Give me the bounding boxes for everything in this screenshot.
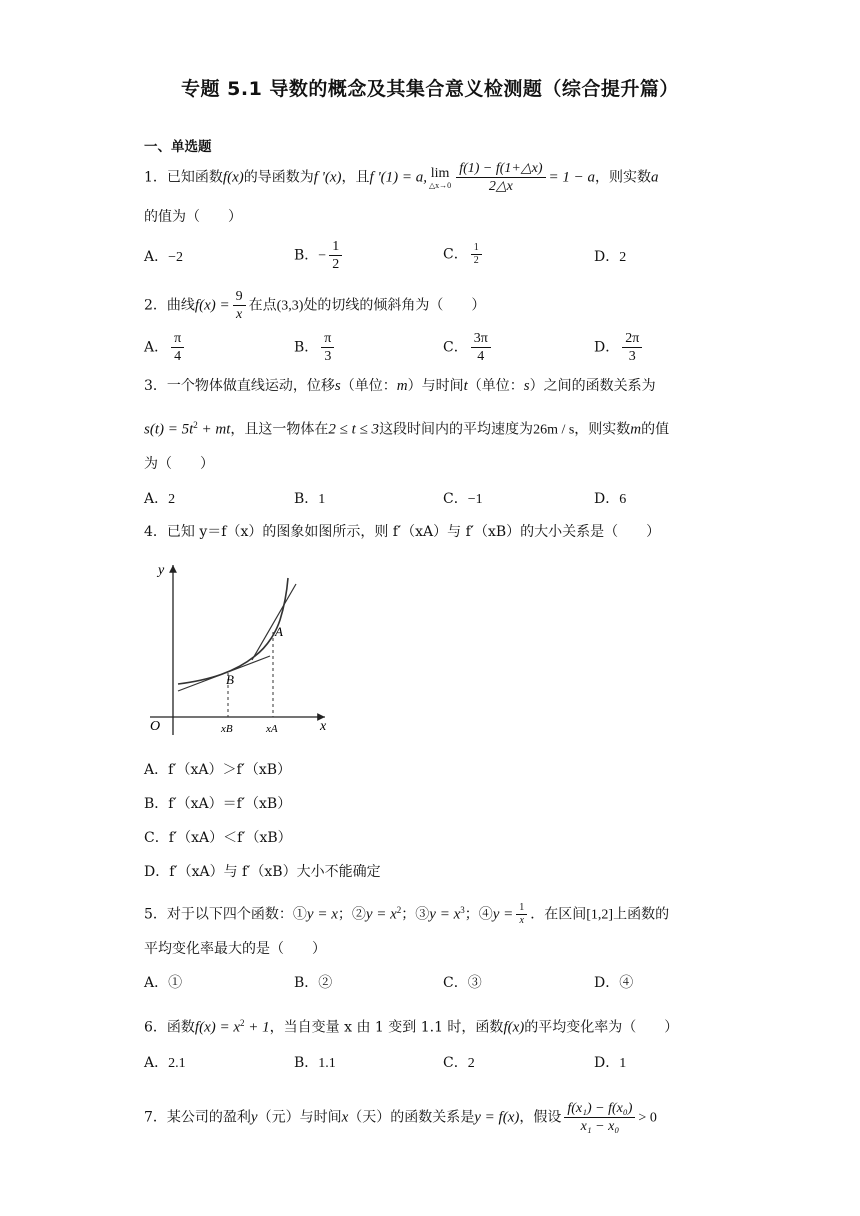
q1-option-b-frac xyxy=(329,238,342,273)
q3-text-2: （单位： xyxy=(340,378,397,394)
q5-func-4-frac xyxy=(516,902,527,927)
q3-option-a[interactable] xyxy=(144,489,175,510)
q1-option-b-sign: − xyxy=(318,248,327,264)
q7-text-4: ，假设 xyxy=(519,1109,562,1126)
question-7-stem xyxy=(144,1100,657,1135)
q5-option-a-label: A． xyxy=(144,975,169,991)
q7-text-1: 7．某公司的盈利 xyxy=(144,1109,251,1126)
q6-option-a-value: 2.1 xyxy=(168,1056,186,1071)
q6-option-b-label: B． xyxy=(294,1055,319,1071)
q5-option-a-value: ① xyxy=(168,975,183,991)
q6-option-d-label: D． xyxy=(594,1055,620,1071)
q3-speed: 26m / s xyxy=(533,422,575,438)
q2-option-a-frac xyxy=(171,330,184,365)
point-a-label: A xyxy=(275,624,283,639)
q1-option-b-label: B． xyxy=(294,247,319,264)
q5-func-2-sup: 2 xyxy=(396,905,402,915)
q6-option-c-label: C． xyxy=(443,1055,468,1071)
q5-func-3-sup: 3 xyxy=(460,905,465,915)
q3-func: s(t) = 5t xyxy=(144,421,194,438)
q5-option-c[interactable] xyxy=(443,973,482,993)
q4-option-d[interactable]: D．f′（xA）与 f′（xB）大小不能确定 xyxy=(144,864,381,880)
q2-option-d-den: 3 xyxy=(628,349,636,364)
q1-rhs: = 1 − a xyxy=(548,169,595,186)
q5-option-b-value: ② xyxy=(318,975,333,991)
q5-option-d-label: D． xyxy=(594,975,620,991)
q2-option-b[interactable] xyxy=(294,330,337,365)
q7-den: x₁ − x₀ xyxy=(580,1119,620,1134)
q7-func: y = f(x) xyxy=(474,1109,520,1126)
q7-num: f(x₁) − f(x₀) xyxy=(564,1100,635,1118)
q3-func-rest: + mt xyxy=(197,421,231,438)
q5-func-4-den: x xyxy=(519,915,524,927)
q3-option-d[interactable] xyxy=(594,489,626,510)
q6-func-rest: + 1 xyxy=(244,1019,270,1036)
q4-option-b[interactable]: B．f′（xA）＝f′（xB） xyxy=(144,796,292,812)
q5-func-1: y = x xyxy=(306,906,338,923)
q1-text-2: 的导函数为 xyxy=(243,169,314,186)
question-1-line-2: 的值为（ ） xyxy=(144,209,242,225)
q2-point: (3,3) xyxy=(276,298,304,314)
q1-option-c-num: 1 xyxy=(471,242,482,255)
q6-text-2: ，当自变量 x 由 1 变到 1.1 时，函数 xyxy=(269,1019,504,1036)
q5-option-b-label: B． xyxy=(294,975,319,991)
q2-option-c-den: 4 xyxy=(477,349,485,364)
page-title: 专题 5.1 导数的概念及其集合意义检测题（综合提升篇） xyxy=(181,78,679,100)
q3-option-c-value: −1 xyxy=(467,492,483,507)
q2-option-b-den: 3 xyxy=(324,349,332,364)
q5-text-2: ；② xyxy=(337,906,366,923)
q5-option-c-label: C． xyxy=(443,975,468,991)
xa-label: xA xyxy=(266,723,278,735)
q6-option-a[interactable] xyxy=(144,1053,186,1074)
q2-num: 9 xyxy=(233,288,246,306)
q2-option-a[interactable] xyxy=(144,330,187,365)
question-6-stem xyxy=(144,1013,678,1038)
tangent-at-a xyxy=(252,584,296,660)
q5-text-3: ；③ xyxy=(401,906,430,923)
q2-option-a-den: 4 xyxy=(174,349,182,364)
q3-option-a-value: 2 xyxy=(168,492,176,507)
q5-option-a[interactable] xyxy=(144,973,182,993)
q1-option-d-label: D． xyxy=(594,249,620,265)
q3-text-8: ，则实数 xyxy=(574,421,631,438)
q4-option-a[interactable]: A．f′（xA）＞f′（xB） xyxy=(144,762,292,778)
q3-option-c-label: C． xyxy=(443,491,468,507)
q3-option-c[interactable] xyxy=(443,489,483,510)
q6-f: f(x) xyxy=(503,1019,525,1036)
q7-rhs: > 0 xyxy=(638,1110,657,1126)
question-1-stem xyxy=(144,160,659,195)
q1-option-a-label: A． xyxy=(144,249,169,265)
q1-var: a xyxy=(651,169,659,186)
q1-option-a-value: −2 xyxy=(168,250,184,265)
question-3-line-3: 为（ ） xyxy=(144,456,214,472)
q6-option-b-value: 1.1 xyxy=(318,1056,336,1071)
q1-text-4: ，则实数 xyxy=(595,169,651,186)
q5-option-b[interactable] xyxy=(294,973,332,993)
q1-condition: f '(1) = a, xyxy=(369,169,428,186)
q5-text-4: ；④ xyxy=(464,906,493,923)
q2-option-c-num: 3π xyxy=(471,330,491,348)
q6-option-d-value: 1 xyxy=(619,1056,627,1071)
function-graph-figure xyxy=(140,560,340,740)
q3-range: 2 ≤ t ≤ 3 xyxy=(328,421,380,438)
q6-option-a-label: A． xyxy=(144,1055,169,1071)
function-curve xyxy=(178,578,288,684)
q5-func-3: y = x xyxy=(429,906,461,923)
q7-text-3: （天）的函数关系是 xyxy=(348,1109,475,1126)
q6-func-sup: 2 xyxy=(240,1018,245,1028)
q2-option-c-label: C． xyxy=(443,339,468,356)
q7-x: x xyxy=(341,1109,349,1126)
point-b-label: B xyxy=(226,672,234,687)
q2-option-c[interactable] xyxy=(443,330,494,365)
q1-text-1: 1．已知函数 xyxy=(144,169,223,186)
q1-option-c-label: C． xyxy=(443,246,468,263)
q1-option-a[interactable] xyxy=(144,247,183,268)
q5-text-5: ．在区间 xyxy=(530,906,587,923)
q2-text-2: 在点 xyxy=(248,297,277,314)
q1-fraction xyxy=(456,160,545,195)
q3-option-b-value: 1 xyxy=(318,492,326,507)
question-3-line-1 xyxy=(144,376,656,396)
q6-text-1: 6．函数 xyxy=(144,1019,195,1036)
q2-option-b-frac xyxy=(321,330,334,365)
q6-func: f(x) = x xyxy=(194,1019,241,1036)
q5-func-2: y = x xyxy=(365,906,397,923)
q2-option-d[interactable] xyxy=(594,330,645,365)
q3-s: s xyxy=(334,378,341,394)
q1-option-c-frac xyxy=(471,242,482,267)
q2-option-d-num: 2π xyxy=(622,330,642,348)
y-axis-label: y xyxy=(158,563,165,578)
q5-interval: [1,2] xyxy=(586,907,614,923)
q5-text-6: 上函数的 xyxy=(613,906,670,923)
q1-option-b-den: 2 xyxy=(332,257,340,272)
question-5-line-2: 平均变化率最大的是（ ） xyxy=(144,941,326,957)
q5-option-c-value: ③ xyxy=(467,975,482,991)
origin-label: O xyxy=(150,719,161,734)
q5-option-d-value: ④ xyxy=(619,975,634,991)
q3-text-5: ）之间的函数关系为 xyxy=(529,378,656,394)
q6-option-c[interactable] xyxy=(443,1053,475,1074)
q7-text-2: （元）与时间 xyxy=(257,1109,342,1126)
q5-func-4: y = xyxy=(492,906,514,923)
q3-text-3: ）与时间 xyxy=(407,378,464,394)
q1-lim-bottom: △x→0 xyxy=(429,180,452,190)
q3-option-d-label: D． xyxy=(594,491,620,507)
q2-text-1: 2．曲线 xyxy=(144,297,195,314)
q3-t: t xyxy=(463,378,468,394)
q1-option-d-value: 2 xyxy=(619,250,627,265)
q3-text-4: （单位： xyxy=(467,378,524,394)
question-5-stem xyxy=(144,900,669,927)
tangent-at-b xyxy=(178,656,270,691)
q3-option-b-label: B． xyxy=(294,491,319,507)
q1-option-b-num: 1 xyxy=(329,238,342,256)
q2-func: f(x) = xyxy=(194,297,230,314)
q3-text-1: 3．一个物体做直线运动，位移 xyxy=(144,378,335,394)
q2-option-b-label: B． xyxy=(294,339,319,356)
section-heading: 一、单选题 xyxy=(144,139,212,155)
q6-option-b[interactable] xyxy=(294,1053,336,1074)
q2-option-d-label: D． xyxy=(594,339,620,356)
q1-limit xyxy=(429,166,451,190)
q2-option-c-frac xyxy=(471,330,491,365)
xb-label: xB xyxy=(221,723,233,735)
x-axis-label: x xyxy=(320,719,327,734)
q3-option-a-label: A． xyxy=(144,491,169,507)
q3-option-d-value: 6 xyxy=(619,492,627,507)
q5-option-d[interactable] xyxy=(594,973,633,993)
q3-option-b[interactable] xyxy=(294,489,325,510)
q1-option-c[interactable] xyxy=(443,242,485,267)
question-4-stem: 4．已知 y＝f（x）的图象如图所示，则 f′（xA）与 f′（xB）的大小关系是（ ） xyxy=(144,524,661,540)
q5-func-4-num: 1 xyxy=(516,902,527,915)
q3-func-sup: 2 xyxy=(193,420,198,430)
q1-option-b[interactable] xyxy=(294,238,345,273)
q2-option-d-frac xyxy=(622,330,642,365)
q6-option-c-value: 2 xyxy=(467,1056,475,1071)
q2-option-a-label: A． xyxy=(144,339,169,356)
q2-option-a-num: π xyxy=(171,330,184,348)
q1-text-3: ，且 xyxy=(341,169,370,186)
q7-y: y xyxy=(250,1109,258,1126)
q3-text-7: 这段时间内的平均速度为 xyxy=(379,421,534,438)
q1-func: f(x) xyxy=(222,169,244,186)
q2-option-b-num: π xyxy=(321,330,334,348)
q1-frac-den: 2△x xyxy=(488,179,513,194)
q1-option-d[interactable] xyxy=(594,247,626,268)
q7-fraction xyxy=(564,1100,635,1135)
q1-frac-num: f(1) − f(1+△x) xyxy=(456,160,545,178)
q3-text-6: ，且这一物体在 xyxy=(230,421,329,438)
q3-text-9: 的值 xyxy=(641,421,670,438)
q2-text-3: 处的切线的倾斜角为（ ） xyxy=(303,297,486,314)
question-3-line-2 xyxy=(144,415,669,441)
q3-unit-m: m xyxy=(396,378,408,394)
q2-fraction xyxy=(233,288,246,323)
q6-option-d[interactable] xyxy=(594,1053,626,1074)
q1-option-c-den: 2 xyxy=(473,255,479,266)
q4-option-c[interactable]: C．f′（xA）＜f′（xB） xyxy=(144,830,292,846)
q2-den: x xyxy=(236,307,243,322)
q1-deriv: f '(x) xyxy=(313,169,342,186)
q3-unit-s: s xyxy=(523,378,530,394)
q3-m-var: m xyxy=(630,421,642,438)
q1-lim-top: lim xyxy=(430,165,450,181)
q6-text-3: 的平均变化率为（ ） xyxy=(524,1019,679,1036)
q5-text-1: 5．对于以下四个函数：① xyxy=(144,906,307,923)
question-2-stem xyxy=(144,288,485,323)
